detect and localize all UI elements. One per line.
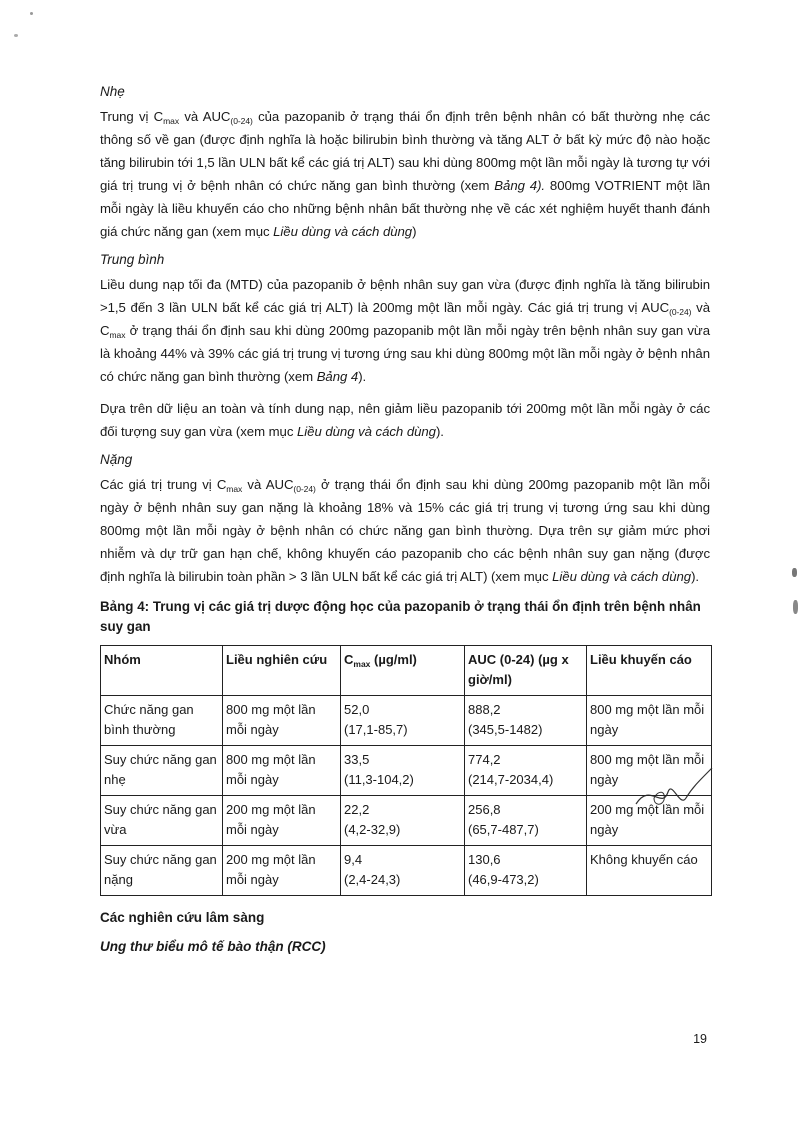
section-subheading-rcc: Ung thư biểu mô tế bào thận (RCC) bbox=[100, 939, 326, 954]
scan-speck bbox=[30, 12, 33, 15]
table-caption: Bảng 4: Trung vị các giá trị dược động học của pazopanib ở trạng thái ổn định trên bệnh nhân suy gan bbox=[100, 599, 701, 634]
paragraph-severe: Các giá trị trung vị $C_{max}$ và $AUC_{(0-24)}$ ở trạng thái ổn định sau khi dùng 200mg pazopanib một lần mỗi ngày ở bệnh nhân suy gan nặng là khoảng 18% và 15% các giá trị trung vị tương ứng sau khi dùng 800mg một lần mỗi ngày ở bệnh nhân có chức năng gan bình thường. Dựa trên sự giảm mức phơi nhiễm và dự trữ gan hạn chế, không khuyến cáo pazopanib cho các bệnh nhân suy gan nặng (được định nghĩa là bilirubin toàn phần > 3 lần ULN bất kể các giá trị ALT) (xem mục Liều dùng và cách dùng). bbox=[100, 477, 710, 584]
cell-cmax: 33,5 (11,3-104,2) bbox=[341, 746, 465, 796]
scan-speck bbox=[14, 34, 18, 37]
table-header-row bbox=[101, 646, 712, 696]
cell-dose: 200 mg một lần mỗi ngày bbox=[223, 796, 341, 846]
cell-recommended-dose: 800 mg một lần mỗi ngày bbox=[587, 696, 712, 746]
cell-recommended-dose: 200 mg một lần mỗi ngày bbox=[587, 796, 712, 846]
scan-speck bbox=[793, 600, 798, 614]
header-cmax: $C_{max}$ (µg/ml) bbox=[341, 646, 465, 696]
cell-auc: 130,6 (46,9-473,2) bbox=[465, 846, 587, 896]
header-dose: Liều nghiên cứu bbox=[223, 646, 341, 696]
paragraph-moderate-dose: Dựa trên dữ liệu an toàn và tính dung nạp, nên giảm liều pazopanib tới 200mg một lần mỗi ngày ở các đối tượng suy gan vừa (xem mục Liều dùng và cách dùng). bbox=[100, 401, 710, 439]
header-recommended-dose: Liều khuyến cáo bbox=[587, 646, 712, 696]
page-number: 19 bbox=[693, 1032, 707, 1046]
cell-auc: 774,2 (214,7-2034,4) bbox=[465, 746, 587, 796]
cell-auc: 888,2 (345,5-1482) bbox=[465, 696, 587, 746]
subsection-title-mild: Nhẹ bbox=[100, 84, 125, 99]
table-row bbox=[101, 696, 712, 746]
cell-cmax: 52,0 (17,1-85,7) bbox=[341, 696, 465, 746]
cell-cmax: 22,2 (4,2-32,9) bbox=[341, 796, 465, 846]
cell-group: Suy chức năng gan nặng bbox=[101, 846, 223, 896]
cell-recommended-dose: 800 mg một lần mỗi ngày bbox=[587, 746, 712, 796]
table-row bbox=[101, 796, 712, 846]
cell-group: Chức năng gan bình thường bbox=[101, 696, 223, 746]
subsection-title-severe: Nặng bbox=[100, 452, 133, 467]
cell-group: Suy chức năng gan vừa bbox=[101, 796, 223, 846]
cell-dose: 800 mg một lần mỗi ngày bbox=[223, 746, 341, 796]
table-row bbox=[101, 846, 712, 896]
header-group: Nhóm bbox=[101, 646, 223, 696]
table-row bbox=[101, 746, 712, 796]
section-heading-clinical-studies: Các nghiên cứu lâm sàng bbox=[100, 910, 265, 925]
paragraph-mild: Trung vị $C_{max}$ và $AUC_{(0-24)}$ của pazopanib ở trạng thái ổn định trên bệnh nhân có bất thường nhẹ các thông số về gan (được định nghĩa là hoặc bilirubin bình thường và tăng ALT ở bất kỳ mức độ nào hoặc tăng bilirubin tới 1,5 lần ULN bất kể các giá trị ALT) sau khi dùng 800mg một lần mỗi ngày là tương tự với giá trị trung vị ở bệnh nhân có chức năng gan bình thường (xem Bảng 4). 800mg VOTRIENT một lần mỗi ngày là liều khuyến cáo cho những bệnh nhân bất thường nhẹ về các xét nghiệm huyết thanh đánh giá chức năng gan (xem mục Liều dùng và cách dùng) bbox=[100, 109, 710, 239]
cell-dose: 200 mg một lần mỗi ngày bbox=[223, 846, 341, 896]
cell-dose: 800 mg một lần mỗi ngày bbox=[223, 696, 341, 746]
main-content bbox=[100, 84, 710, 954]
scan-speck bbox=[792, 568, 797, 577]
cell-recommended-dose: Không khuyến cáo bbox=[587, 846, 712, 896]
cell-auc: 256,8 (65,7-487,7) bbox=[465, 796, 587, 846]
cell-group: Suy chức năng gan nhẹ bbox=[101, 746, 223, 796]
paragraph-moderate: Liều dung nạp tối đa (MTD) của pazopanib ở bệnh nhân suy gan vừa (được định nghĩa là tăng bilirubin >1,5 đến 3 lần ULN bất kể các giá trị ALT) là 200mg một lần mỗi ngày. Các giá trị trung vị $AUC_{(0-24)}$ và $C_{max}$ ở trạng thái ổn định sau khi dùng 200mg pazopanib một lần mỗi ngày trên bệnh nhân suy gan vừa là khoảng 44% và 39% các giá trị trung vị tương ứng sau khi dùng 800mg một lần mỗi ngày ở bệnh nhân có chức năng gan bình thường (xem Bảng 4). bbox=[100, 277, 710, 384]
pk-table bbox=[100, 645, 712, 896]
subsection-title-moderate: Trung bình bbox=[100, 252, 165, 267]
header-auc: AUC (0-24) (µg x giờ/ml) bbox=[465, 646, 587, 696]
cell-cmax: 9,4 (2,4-24,3) bbox=[341, 846, 465, 896]
